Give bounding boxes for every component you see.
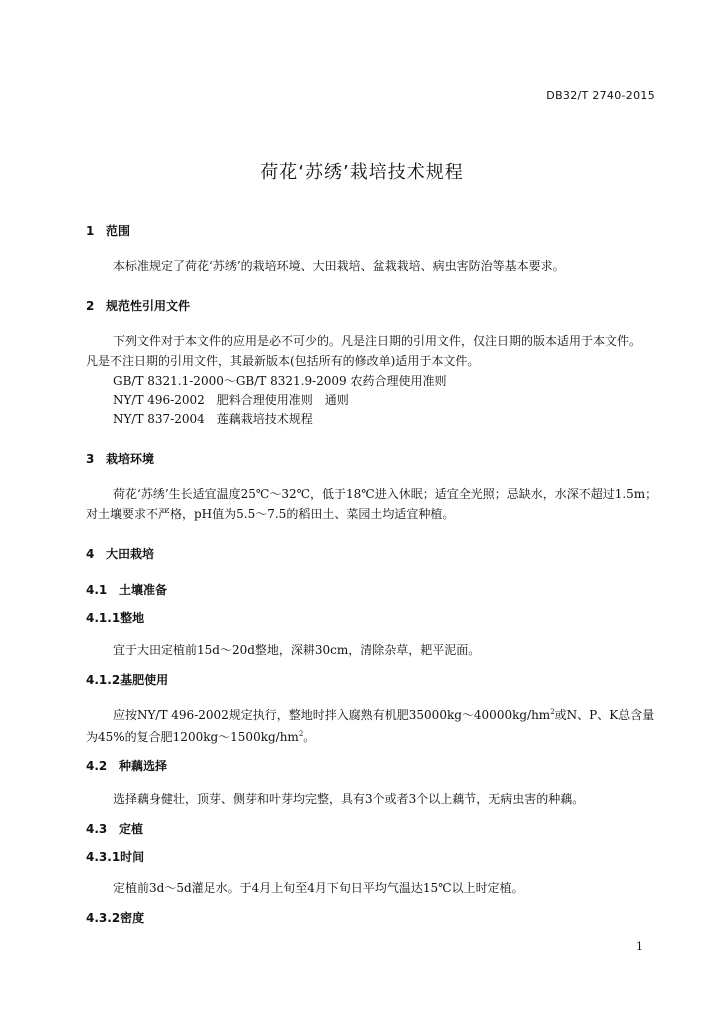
subsection-heading-4-1 (86, 581, 167, 598)
section-title: 规范性引用文件 (106, 299, 191, 313)
paragraph: 荷花‘苏绣’生长适宜温度25℃～32℃，低于18℃进入休眠；适宜全光照；忌缺水，水深不超过1.5m； (113, 487, 658, 501)
section-title: 基肥使用 (120, 673, 169, 687)
reference-item: NY/T 837-2004 莲藕栽培技术规程 (113, 412, 313, 426)
paragraph-text: 为45%的复合肥1200kg～1500kg/hm (86, 730, 299, 744)
paragraph-continuation: 凡是不注日期的引用文件，其最新版本(包括所有的修改单)适用于本文件。 (86, 354, 480, 368)
paragraph: 选择藕身健壮，顶芽、侧芽和叶芽均完整，具有3个或者3个以上藕节，无病虫害的种藕。 (113, 792, 585, 806)
section-number: 3 (86, 452, 95, 466)
paragraph: 下列文件对于本文件的应用是必不可少的。凡是注日期的引用文件，仅注日期的版本适用于本文件。 (113, 334, 642, 348)
section-number: 4.1.1 (86, 611, 121, 625)
document-title: 荷花‘苏绣’栽培技术规程 (260, 162, 464, 183)
section-title: 种藕选择 (119, 759, 168, 773)
section-number: 2 (86, 299, 95, 313)
subsection-heading-4-2 (86, 757, 167, 774)
section-heading-2 (86, 297, 190, 314)
section-title: 大田栽培 (106, 547, 155, 561)
page-number: 1 (636, 940, 643, 953)
section-title: 栽培环境 (106, 452, 155, 466)
paragraph-continuation: 对土壤要求不严格，pH值为5.5～7.5的稻田土、菜园土均适宜种植。 (86, 507, 455, 521)
paragraph-text: 。 (303, 730, 316, 744)
document-code: DB32/T 2740-2015 (546, 89, 655, 102)
section-title: 密度 (120, 911, 145, 925)
superscript: 2 (550, 708, 555, 716)
subsection-heading-4-1-2 (86, 671, 168, 688)
paragraph-text: 应按NY/T 496-2002规定执行，整地时拌入腐熟有机肥35000kg～40000kg/hm (113, 708, 551, 722)
reference-item: NY/T 496-2002 肥料合理使用准则 通则 (113, 393, 349, 407)
subsection-heading-4-3-2 (86, 909, 144, 926)
section-number: 1 (86, 224, 95, 238)
section-number: 4.1.2 (86, 673, 121, 687)
section-heading-1 (86, 222, 130, 239)
paragraph: 本标准规定了荷花‘苏绣’的栽培环境、大田栽培、盆栽栽培、病虫害防治等基本要求。 (113, 259, 565, 273)
superscript: 2 (298, 730, 304, 738)
section-heading-4 (86, 545, 154, 562)
paragraph-text: 或N、P、K总含量 (554, 708, 655, 722)
section-number: 4.1 (86, 583, 108, 597)
subsection-heading-4-1-1 (86, 609, 144, 626)
section-title: 整地 (120, 611, 145, 625)
section-number: 4.3 (86, 822, 108, 836)
paragraph: 定植前3d～5d灌足水。于4月上旬至4月下旬日平均气温达15℃以上时定植。 (113, 881, 524, 895)
section-number: 4 (86, 547, 95, 561)
paragraph: 宜于大田定植前15d～20d整地，深耕30cm，清除杂草，耙平泥面。 (113, 643, 481, 657)
section-heading-3 (86, 450, 154, 467)
section-title: 土壤准备 (119, 583, 168, 597)
section-number: 4.3.2 (86, 911, 121, 925)
section-title: 范围 (106, 224, 131, 238)
section-number: 4.3.1 (86, 850, 121, 864)
subsection-heading-4-3-1 (86, 848, 144, 865)
paragraph (113, 702, 654, 725)
section-title: 时间 (120, 850, 145, 864)
section-title: 定植 (119, 822, 144, 836)
subsection-heading-4-3 (86, 820, 143, 837)
paragraph-continuation (86, 724, 315, 747)
section-number: 4.2 (86, 759, 108, 773)
reference-item: GB/T 8321.1-2000～GB/T 8321.9-2009 农药合理使用准则 (113, 374, 447, 388)
